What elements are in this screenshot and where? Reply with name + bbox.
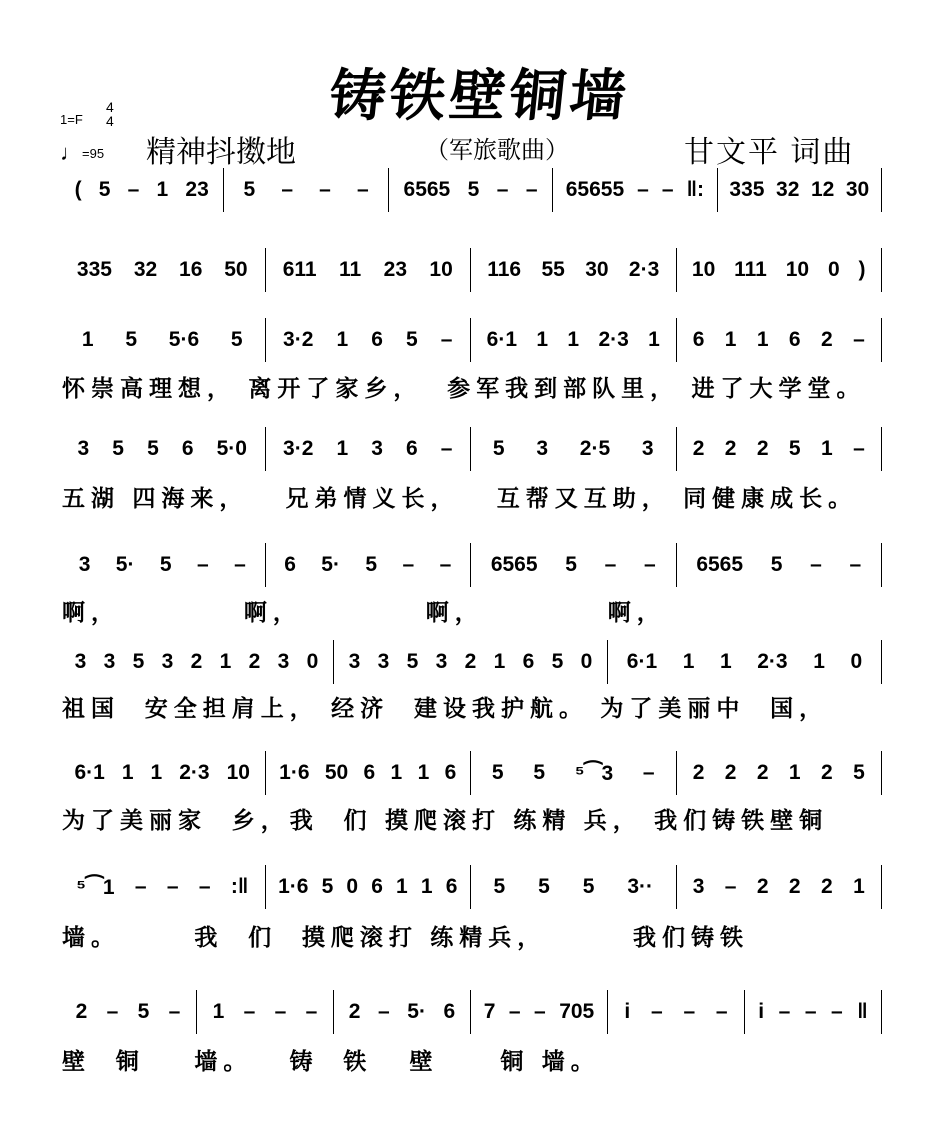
note-group: 6565 [403,178,451,201]
note-group: 1 [788,761,801,784]
note-group: – [106,1000,119,1023]
note-group: 32 [776,178,800,201]
note-group: 10 [429,258,453,281]
note-group: 6 [363,761,376,784]
note-group: 1 [821,437,833,460]
note-group: 1 [567,328,580,351]
note-group: – [378,1000,390,1023]
note-group: 335 [729,178,765,201]
note-group: ( [74,178,82,201]
note-group: 6565 [490,553,538,576]
staff-system [60,427,882,471]
note-group: 5 [365,553,378,576]
note-group: – [525,178,538,201]
note-group: 3·2 [283,437,314,460]
note-group: 0 [346,875,359,898]
lyrics-line: 怀崇高理想， 离开了家乡， 参军我到部队里， 进了大学堂。 [62,375,866,401]
note-group: 5 [132,650,145,673]
measure [334,640,608,684]
note-group: 2 [756,875,769,898]
note-group: 5 [467,178,480,201]
note-group: i [758,1000,765,1023]
note-group: 6 [788,328,801,351]
note-group: 23 [383,258,407,281]
note-group: 3·· [627,875,654,898]
note-group: 111 [734,258,767,281]
measure [677,427,883,471]
note-group: – [853,328,865,351]
note-group: 23 [185,178,209,201]
note-group: 1 [682,650,695,673]
note-group: 1 [396,875,408,898]
note-group: 2·3 [598,328,629,351]
note-group: 5 [406,328,418,351]
measure [745,990,882,1034]
note-group: – [196,553,209,576]
note-group: 5 [98,178,111,201]
note-group: 0 [850,650,863,673]
measure [266,865,472,909]
note-group: 1 [156,178,169,201]
note-group: 5 [230,328,243,351]
note-group: 5· [115,553,135,576]
note-group: 1 [648,328,660,351]
note-group: 611 [282,258,317,281]
measure [334,990,471,1034]
note-group: 2 [724,437,737,460]
note-group: 5 [788,437,801,460]
note-group: 2 [348,1000,361,1023]
note-group: ⁵⁀3 [574,761,614,785]
note-group: 11 [339,258,362,281]
note-group: 6 [406,437,418,460]
measure [677,543,883,587]
note-group: 2·3 [179,761,210,784]
note-group: 6 [522,650,535,673]
note-group: 335 [76,258,112,281]
note-group: – [234,553,246,576]
measure [60,990,197,1034]
note-group: – [281,178,294,201]
measure [471,865,677,909]
note-group: ‖: [686,178,705,201]
note-group: 3 [377,650,390,673]
measure [60,751,266,795]
note-group: 6·1 [626,650,658,673]
note-group: 3 [536,437,549,460]
note-group: 3 [78,553,91,576]
tempo-marking [60,140,104,166]
measure [266,427,472,471]
measure [608,990,745,1034]
note-group: 3 [74,650,87,673]
note-group: 3 [641,437,654,460]
note-group: 0 [580,650,593,673]
note-group: 705 [559,1000,595,1023]
staff-system [60,318,882,362]
note-group: 2 [464,650,477,673]
note-group: 1·6 [278,875,309,898]
measure [471,990,608,1034]
note-group: 2 [248,650,261,673]
note-group: 5 [853,761,865,784]
note-group: – [534,1000,546,1023]
note-group: – [305,1000,318,1023]
note-group: 2 [821,328,833,351]
note-group: 1 [336,328,349,351]
note-group: 7 [483,1000,496,1023]
note-group: 6 [284,553,296,576]
note-group: 5 [770,553,783,576]
author-credit: 甘文平 词曲 [684,136,855,169]
note-group: 116 [487,258,522,281]
note-group: i [624,1000,631,1023]
measure [471,543,677,587]
note-group: 16 [179,258,203,281]
note-group: 6 [371,328,383,351]
note-group: 30 [845,178,870,201]
note-group: – [650,1000,663,1023]
note-group: 2 [190,650,203,673]
note-group: 3 [435,650,448,673]
note-group: 12 [810,178,835,201]
note-group: – [661,178,674,201]
note-group: 3 [103,650,116,673]
note-group: – [440,437,453,460]
measure [389,168,553,212]
note-group: 1 [390,761,403,784]
note-group: 50 [224,258,248,281]
note-group: 2 [692,761,705,784]
note-group: – [166,875,179,898]
measure [60,318,266,362]
note-group: 2 [692,437,705,460]
measure [608,640,882,684]
measure [60,427,266,471]
note-group: 5 [321,875,334,898]
note-group: – [243,1000,256,1023]
measure [677,751,883,795]
note-group: 5 [243,178,256,201]
note-group: 6·1 [486,328,518,351]
note-group: – [804,1000,817,1023]
note-group: 6 [181,437,194,460]
note-group: 5·0 [216,437,247,460]
note-group: 1 [853,875,865,898]
quarter-note-icon: ♩ [60,140,82,165]
measure [266,318,472,362]
measure [224,168,388,212]
measure [677,865,883,909]
note-group: 1 [336,437,349,460]
note-group: 3 [371,437,383,460]
staff-system [60,543,882,587]
lyrics-line: 五湖 四海来， 兄弟情义长， 互帮又互助， 同健康成长。 [62,485,858,511]
measure [677,248,883,292]
note-group: – [810,553,822,576]
note-group: 5 [159,553,172,576]
note-group: :‖ [230,875,249,898]
note-group: – [642,761,655,784]
key-signature: 1=F [60,112,83,127]
note-group: 1·6 [279,761,310,784]
note-group: 3 [348,650,361,673]
note-group: 2 [821,761,833,784]
measure [471,427,677,471]
note-group: 3 [692,875,705,898]
note-group: 10 [226,761,250,784]
note-group: – [496,178,509,201]
lyrics-line: 祖国 安全担肩上， 经济 建设我护航。 为了美丽中 国， [62,695,829,721]
note-group: 10 [785,258,810,281]
note-group: 3 [161,650,174,673]
note-group: 1 [150,761,163,784]
note-group: 5· [407,1000,426,1023]
note-group: 10 [691,258,716,281]
note-group: 5· [321,553,340,576]
note-group: – [831,1000,843,1023]
note-group: ‖ [857,1000,868,1023]
note-group: 1 [536,328,549,351]
note-group: 65655 [565,178,625,201]
note-group: 6 [444,761,457,784]
note-group: 1 [756,328,769,351]
note-group: 1 [417,761,430,784]
note-group: 5 [125,328,138,351]
note-group: – [778,1000,791,1023]
note-group: 5 [491,761,504,784]
note-group: – [853,437,865,460]
note-group: 5 [112,437,124,460]
note-group: 5 [582,875,595,898]
note-group: 1 [719,650,732,673]
staff-system [60,990,882,1034]
note-group: – [439,553,452,576]
note-group: 5·6 [168,328,200,351]
note-group: 50 [324,761,349,784]
note-group: 1 [493,650,506,673]
note-group: – [637,178,649,201]
note-group: 2·3 [628,258,660,281]
measure [60,640,334,684]
note-group: 5 [492,437,505,460]
measure [553,168,717,212]
note-group: 5 [147,437,159,460]
note-group: 1 [212,1000,225,1023]
measure [471,751,677,795]
note-group: – [402,553,415,576]
staff-system [60,640,882,684]
note-group: 0 [827,258,840,281]
staff-system [60,865,882,909]
note-group: 6565 [696,553,744,576]
note-group: 6 [445,875,458,898]
measure [471,248,677,292]
note-group: 30 [585,258,609,281]
note-group: – [643,553,656,576]
note-group: 2 [75,1000,88,1023]
note-group: 5 [137,1000,150,1023]
note-group: – [724,875,737,898]
note-group: 2·3 [757,650,788,673]
time-signature-top: 4 [106,99,114,115]
note-group: 55 [541,258,565,281]
note-group: – [604,553,617,576]
tempo-value: =95 [82,146,105,161]
note-group: – [849,553,862,576]
measure [471,318,677,362]
time-signature [106,100,114,128]
lyrics-line: 墙。 我 们 摸爬滚打 练精兵， 我们铸铁 [62,924,750,950]
note-group: 5 [406,650,419,673]
note-group: 5 [565,553,577,576]
song-title: 铸铁壁铜墙 [326,63,634,129]
note-group: 2 [788,875,801,898]
measure [60,543,266,587]
note-group: 1 [81,328,94,351]
note-group: – [168,1000,181,1023]
note-group: 5 [533,761,545,784]
staff-system [60,248,882,292]
note-group: 6·1 [74,761,105,784]
measure [718,168,882,212]
note-group: 1 [724,328,737,351]
genre-label: （军旅歌曲） [425,137,569,164]
note-group: – [319,178,331,201]
staff-system [60,751,882,795]
note-group: 1 [813,650,825,673]
staff-system [60,168,882,212]
measure [677,318,883,362]
measure [266,543,472,587]
note-group: 0 [306,650,319,673]
note-group: 2·5 [579,437,611,460]
measure [266,248,472,292]
note-group: 2 [724,761,737,784]
note-group: 1 [420,875,433,898]
note-group: 2 [756,437,769,460]
note-group: – [440,328,453,351]
note-group: 1 [219,650,232,673]
lyrics-line: 啊， 啊， 啊， 啊， [62,599,666,625]
lyrics-line: 壁 铜 墙。 铸 铁 壁 铜 墙。 [62,1048,600,1074]
time-signature-bottom: 4 [106,113,114,129]
note-group: 5 [551,650,564,673]
note-group: 6 [443,1000,456,1023]
measure [60,168,224,212]
note-group: 2 [821,875,833,898]
note-group: – [508,1000,521,1023]
note-group: – [198,875,211,898]
note-group: – [274,1000,287,1023]
note-group: 6 [371,875,383,898]
note-group: 1 [121,761,134,784]
note-group: ⁵⁀1 [76,875,115,899]
measure [60,248,266,292]
note-group: – [127,178,140,201]
measure [197,990,334,1034]
note-group: – [683,1000,696,1023]
note-group: 32 [133,258,158,281]
note-group: – [357,178,369,201]
note-group: 6 [692,328,705,351]
note-group: 2 [756,761,769,784]
note-group: 3 [77,437,90,460]
note-group: 5 [538,875,550,898]
lyrics-line: 为了美丽家 乡，我 们 摸爬滚打 练精 兵， 我们铸铁壁铜 [62,807,829,833]
measure [266,751,472,795]
expression-marking: 精神抖擞地 [146,136,296,169]
note-group: 3·2 [283,328,314,351]
note-group: 3 [277,650,290,673]
note-group: 5 [493,875,506,898]
note-group: – [715,1000,728,1023]
measure [60,865,266,909]
note-group: – [134,875,147,898]
note-group: ) [858,258,866,281]
